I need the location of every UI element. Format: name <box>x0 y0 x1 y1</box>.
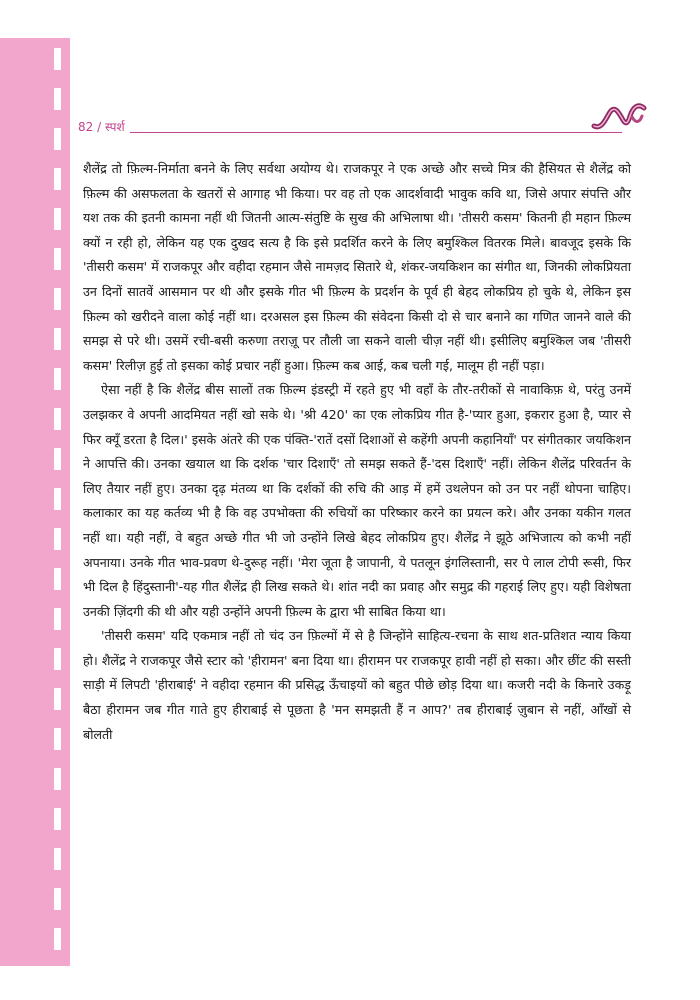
header-rule <box>130 132 622 133</box>
film-perforation <box>54 448 61 470</box>
film-perforation <box>54 288 61 310</box>
film-perforation <box>54 808 61 830</box>
film-strip-border <box>0 38 70 966</box>
paragraph: 'तीसरी कसम' यदि एकमात्र नहीं तो चंद उन फ़िल्मों में से है जिन्होंने साहित्य-रचना के साथ शत-प्रतिशत न्याय किया हो। शैलेंद्र ने राजकपूर जैसे स्टार को 'हीरामन' बना दिया था। हीरामन पर राजकपूर हावी नहीं हो सका। और छींट की सस्ती साड़ी में लिपटी 'हीराबाई' ने वहीदा रहमान की प्रसिद्ध ऊँचाइयों को बहुत पीछे छोड़ दिया था। कजरी नदी के किनारे उकड़ू बैठा हीरामन जब गीत गाते हुए हीराबाई से पूछता है 'मन समझती हैं न आप?' तब हीराबाई ज़ुबान से नहीं, आँखों से बोलती <box>83 628 631 742</box>
film-perforation <box>54 928 61 950</box>
film-perforation <box>54 328 61 350</box>
body-text <box>83 157 631 747</box>
film-perforation <box>54 888 61 910</box>
film-perforation <box>54 648 61 670</box>
film-perforation <box>54 768 61 790</box>
film-perforation <box>54 568 61 590</box>
film-perforation <box>54 48 61 70</box>
film-perforation <box>54 368 61 390</box>
ribbon-ornament-icon <box>588 96 648 136</box>
page-number: 82 <box>78 120 94 134</box>
film-perforation <box>54 528 61 550</box>
paragraph: शैलेंद्र तो फ़िल्म-निर्माता बनने के लिए सर्वथा अयोग्य थे। राजकपूर ने एक अच्छे और सच्चे मित्र की हैसियत से शैलेंद्र को फ़िल्म की असफलता के खतरों से आगाह भी किया। पर वह तो एक आदर्शवादी भावुक कवि था, जिसे अपार संपत्ति और यश तक की इतनी कामना नहीं थी जितनी आत्म-संतुष्टि के सुख की अभिलाषा थी। 'तीसरी कसम' कितनी ही महान फ़िल्म क्यों न रही हो, लेकिन यह एक दुखद सत्य है कि इसे प्रदर्शित करने के लिए बमुश्किल वितरक मिले। बावजूद इसके कि 'तीसरी कसम' में राजकपूर और वहीदा रहमान जैसे नामज़द सितारे थे, शंकर-जयकिशन का संगीत था, जिनकी लोकप्रियता उन दिनों सातवें आसमान पर थी और इसके गीत भी फ़िल्म के प्रदर्शन के पूर्व ही बेहद लोकप्रिय हो चुके थे, लेकिन इस फ़िल्म को खरीदने वाला कोई नहीं था। दरअसल इस फ़िल्म की संवेदना किसी दो से चार बनाने का गणित जानने वाले की समझ से परे थी। उसमें रची-बसी करुणा तराज़ू पर तौली जा सकने वाली चीज़ नहीं थी। इसीलिए बमुश्किल जब 'तीसरी कसम' रिलीज़ हुई तो इसका कोई प्रचार नहीं हुआ। फ़िल्म कब आई, कब चली गई, मालूम ही नहीं पड़ा। <box>83 161 631 373</box>
film-perforation <box>54 488 61 510</box>
film-perforation <box>54 208 61 230</box>
film-perforation <box>54 88 61 110</box>
film-perforation <box>54 408 61 430</box>
film-perforation <box>54 848 61 870</box>
page-separator: / <box>97 120 102 134</box>
film-perforation <box>54 728 61 750</box>
film-perforation <box>54 248 61 270</box>
film-perforation <box>54 168 61 190</box>
page-header <box>78 96 638 138</box>
paragraph: ऐसा नहीं है कि शैलेंद्र बीस सालों तक फ़िल्म इंडस्ट्री में रहते हुए भी वहाँ के तौर-तरीकों से नावाकिफ़ थे, परंतु उनमें उलझकर वे अपनी आदमियत नहीं खो सके थे। 'श्री 420' का एक लोकप्रिय गीत है-'प्यार हुआ, इकरार हुआ है, प्यार से फिर क्यूँ डरता है दिल।' इसके अंतरे की एक पंक्ति-'रातें दसों दिशाओं से कहेंगी अपनी कहानियाँ' पर संगीतकार जयकिशन ने आपत्ति की। उनका खयाल था कि दर्शक 'चार दिशाएँ' तो समझ सकते हैं-'दस दिशाएँ' नहीं। लेकिन शैलेंद्र परिवर्तन के लिए तैयार नहीं हुए। उनका दृढ़ मंतव्य था कि दर्शकों की रुचि की आड़ में हमें उथलेपन को उन पर नहीं थोपना चाहिए। कलाकार का यह कर्तव्य भी है कि वह उपभोक्ता की रुचियों का परिष्कार करने का प्रयत्न करे। और उनका यकीन गलत नहीं था। यही नहीं, वे बहुत अच्छे गीत भी जो उन्होंने लिखे बेहद लोकप्रिय हुए। शैलेंद्र ने झूठे अभिजात्य को कभी नहीं अपनाया। उनके गीत भाव-प्रवण थे-दुरूह नहीं। 'मेरा जूता है जापानी, ये पतलून इंगलिस्तानी, सर पे लाल टोपी रूसी, फिर भी दिल है हिंदुस्तानी'-यह गीत शैलेंद्र ही लिख सकते थे। शांत नदी का प्रवाह और समुद्र की गहराई लिए हुए। यही विशेषता उनकी ज़िंदगी की थी और यही उन्होंने अपनी फ़िल्म के द्वारा भी साबित किया था। <box>83 382 631 619</box>
film-perforation <box>54 688 61 710</box>
book-title: स्पर्श <box>104 120 125 134</box>
film-perforation <box>54 128 61 150</box>
page-label <box>78 118 125 135</box>
film-perforation <box>54 608 61 630</box>
